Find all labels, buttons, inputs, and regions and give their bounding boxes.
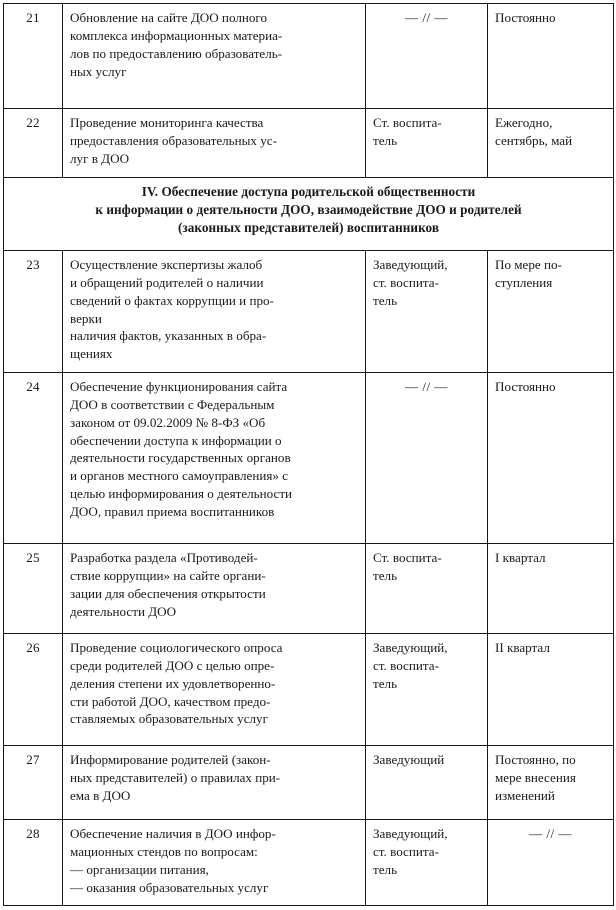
responsible-cell (366, 544, 488, 634)
term-cell (488, 634, 614, 746)
text-line: лов по предоставлению образователь- (70, 45, 283, 61)
text-line: Проведение социологического опроса (70, 640, 283, 655)
text-line: Заведующий, (373, 257, 448, 272)
text-line: 27 (26, 752, 40, 767)
text-line: — оказания образовательных услуг (70, 879, 269, 895)
table-row (4, 251, 614, 373)
text-line: Ст. воспита- (373, 115, 442, 130)
text-line: тель (373, 567, 398, 583)
text-line: верки (70, 310, 102, 326)
text-line: ставляемых образовательных услуг (70, 711, 268, 727)
text-line: изменений (495, 787, 555, 803)
text-line: Обеспечение функционирования сайта (70, 379, 288, 394)
text-line: II квартал (495, 640, 550, 655)
text-line: наличия фактов, указанных в обра- (70, 328, 267, 344)
anti-corruption-plan-table (3, 3, 614, 906)
measure-cell (63, 373, 366, 544)
text-line: 22 (26, 115, 40, 130)
text-line: ДОО, правил приема воспитанников (70, 504, 275, 520)
text-line: Постоянно (495, 10, 556, 25)
text-line: мационных стендов по вопросам: (70, 843, 258, 859)
text-line: ступления (495, 274, 553, 290)
text-line: Заведующий (373, 752, 445, 767)
table-row (4, 634, 614, 746)
text-line: комплекса информационных материа- (70, 27, 283, 43)
section-heading (4, 178, 614, 251)
text-line: деления степени их удовлетворенно- (70, 675, 276, 691)
row-number-cell (4, 746, 63, 820)
text-line: мере внесения (495, 769, 576, 785)
responsible-cell (366, 251, 488, 373)
text-line: Проведение мониторинга качества (70, 115, 264, 130)
text-line: ДОО в соответствии с Федеральным (70, 396, 275, 412)
text-line: ных услуг (70, 63, 127, 79)
responsible-cell (366, 4, 488, 109)
text-line: зации для обеспечения открытости (70, 585, 266, 601)
text-line: обеспечении доступа к информации о (70, 432, 282, 448)
measure-cell (63, 251, 366, 373)
text-line: Информирование родителей (закон- (70, 752, 271, 767)
text-line: Ежегодно, (495, 115, 553, 130)
text-line: — // — (404, 10, 448, 25)
text-line: 28 (26, 826, 40, 841)
text-line: ст. воспита- (373, 274, 439, 290)
text-line: ст. воспита- (373, 657, 439, 673)
text-line: ст. воспита- (373, 843, 439, 859)
text-line: Осуществление экспертизы жалоб (70, 257, 263, 272)
row-number-cell (4, 820, 63, 906)
row-number-cell (4, 4, 63, 109)
text-line: 26 (26, 640, 40, 655)
text-line: 21 (26, 10, 40, 25)
measure-cell (63, 746, 366, 820)
text-line: Постоянно, по (495, 752, 576, 767)
text-line: — // — (404, 379, 448, 394)
term-cell (488, 4, 614, 109)
table-body (4, 4, 614, 906)
table-row (4, 820, 614, 906)
table-row (4, 544, 614, 634)
responsible-cell (366, 746, 488, 820)
text-line: — // — (528, 826, 572, 841)
text-line: Постоянно (495, 379, 556, 394)
text-line: I квартал (495, 550, 546, 565)
text-line: деятельности государственных органов (70, 450, 291, 466)
text-line: Разработка раздела «Противодей- (70, 550, 258, 565)
row-number-cell (4, 544, 63, 634)
text-line: щениях (70, 346, 113, 362)
term-cell (488, 109, 614, 178)
text-line: Обновление на сайте ДОО полного (70, 10, 267, 25)
text-line: целью информирования о деятельности (70, 486, 293, 502)
text-line: IV. Обеспечение доступа родительской общественности (141, 184, 476, 199)
row-number-cell (4, 373, 63, 544)
measure-cell (63, 634, 366, 746)
text-line: По мере по- (495, 257, 562, 272)
text-line: Заведующий, (373, 826, 448, 841)
text-line: тель (373, 292, 398, 308)
term-cell (488, 251, 614, 373)
table-row (4, 746, 614, 820)
text-line: ствие коррупции» на сайте органи- (70, 567, 266, 583)
term-cell (488, 373, 614, 544)
section-header-row (4, 178, 614, 251)
text-line: — организации питания, (70, 861, 209, 877)
text-line: и органов местного самоуправления» с (70, 468, 288, 484)
text-line: 24 (26, 379, 40, 394)
text-line: Ст. воспита- (373, 550, 442, 565)
responsible-cell (366, 634, 488, 746)
text-line: 25 (26, 550, 40, 565)
text-line: к информации о деятельности ДОО, взаимодействие ДОО и родителей (95, 202, 522, 218)
text-line: предоставления образовательных ус- (70, 132, 277, 148)
text-line: ных представителей) о правилах при- (70, 769, 281, 785)
responsible-cell (366, 373, 488, 544)
measure-cell (63, 820, 366, 906)
responsible-cell (366, 109, 488, 178)
text-line: луг в ДОО (70, 150, 130, 166)
text-line: деятельности ДОО (70, 603, 177, 619)
measure-cell (63, 544, 366, 634)
table-row (4, 4, 614, 109)
text-line: Заведующий, (373, 640, 448, 655)
row-number-cell (4, 634, 63, 746)
text-line: и обращений родителей о наличии (70, 274, 264, 290)
text-line: 23 (26, 257, 40, 272)
term-cell (488, 820, 614, 906)
row-number-cell (4, 251, 63, 373)
text-line: Обеспечение наличия в ДОО инфор- (70, 826, 276, 841)
text-line: тель (373, 861, 398, 877)
measure-cell (63, 4, 366, 109)
responsible-cell (366, 820, 488, 906)
measure-cell (63, 109, 366, 178)
table-row (4, 109, 614, 178)
text-line: ема в ДОО (70, 787, 131, 803)
text-line: сентябрь, май (495, 132, 573, 148)
text-line: тель (373, 132, 398, 148)
term-cell (488, 746, 614, 820)
text-line: среди родителей ДОО с целью опре- (70, 657, 275, 673)
text-line: (законных представителей) воспитанников (177, 220, 440, 236)
table-row (4, 373, 614, 544)
row-number-cell (4, 109, 63, 178)
term-cell (488, 544, 614, 634)
text-line: законом от 09.02.2009 № 8-ФЗ «Об (70, 414, 266, 430)
text-line: сти работой ДОО, качеством предо- (70, 693, 271, 709)
text-line: тель (373, 675, 398, 691)
text-line: сведений о фактах коррупции и про- (70, 292, 274, 308)
